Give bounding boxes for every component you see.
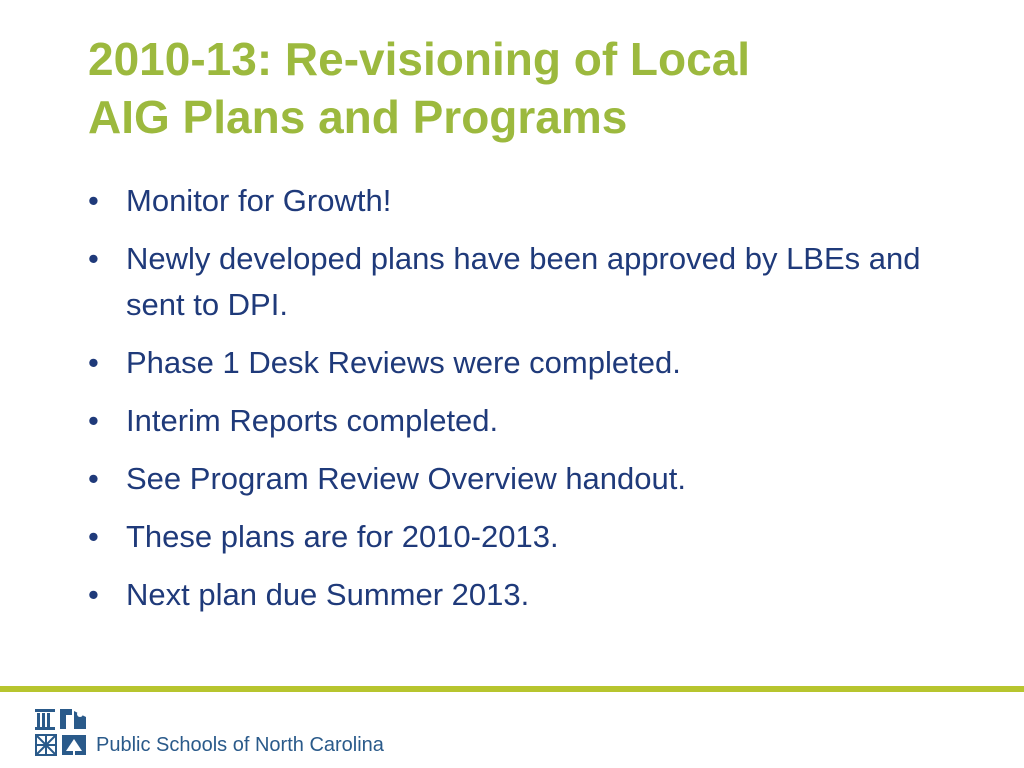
bullet-item: [88, 398, 968, 444]
bullet-marker: •: [88, 403, 99, 438]
bullet-text: See Program Review Overview handout.: [126, 461, 686, 496]
bullet-text: These plans are for 2010-2013.: [126, 519, 559, 554]
footer: [34, 704, 384, 760]
bullet-marker: •: [88, 461, 99, 496]
bullet-item: [88, 572, 968, 618]
organization-name: Public Schools of North Carolina: [96, 733, 384, 756]
bullet-marker: •: [88, 577, 99, 612]
footer-divider: [0, 686, 1024, 692]
slide-title-line-1: 2010-13: Re-visioning of Local: [88, 33, 751, 85]
bullet-item: [88, 236, 968, 328]
bullet-item: [88, 456, 968, 502]
bullet-marker: •: [88, 345, 99, 380]
bullet-marker: •: [88, 183, 99, 218]
bullet-item: [88, 340, 968, 386]
bullet-marker: •: [88, 241, 99, 276]
bullet-list: [88, 178, 968, 630]
bullet-text: Phase 1 Desk Reviews were completed.: [126, 345, 681, 380]
bullet-item: [88, 514, 968, 560]
slide-title: [88, 30, 988, 146]
bullet-text: Next plan due Summer 2013.: [126, 577, 530, 612]
bullet-text: Monitor for Growth!: [126, 183, 392, 218]
bullet-marker: •: [88, 519, 99, 554]
slide-title-line-2: AIG Plans and Programs: [88, 91, 628, 143]
nc-public-schools-logo-icon: [34, 705, 88, 759]
bullet-text: Interim Reports completed.: [126, 403, 499, 438]
bullet-text: Newly developed plans have been approved by LBEs and sent to DPI.: [126, 241, 921, 322]
bullet-item: [88, 178, 968, 224]
